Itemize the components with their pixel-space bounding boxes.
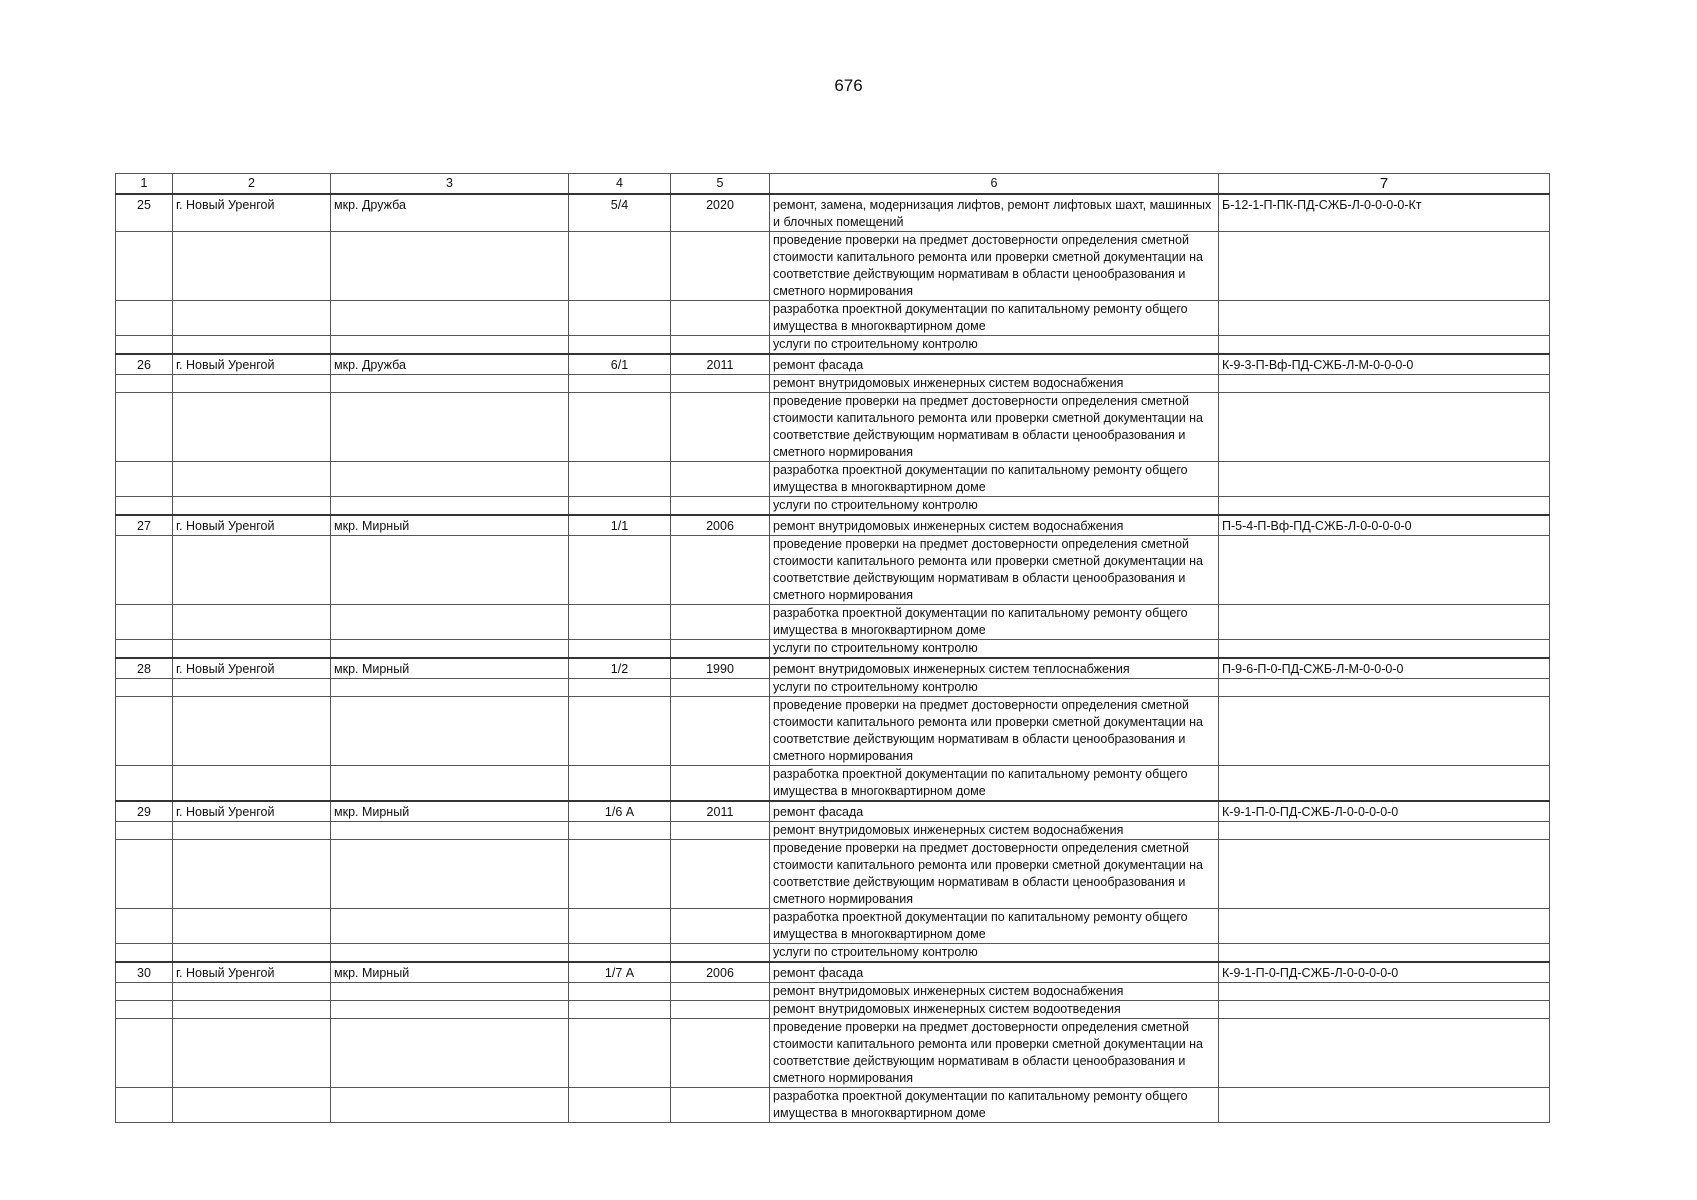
table-row	[116, 301, 1550, 336]
year-cell: 2011	[671, 801, 770, 822]
building-code-cell: Б-12-1-П-ПК-ПД-СЖБ-Л-0-0-0-0-Кт	[1219, 194, 1550, 232]
city-cell	[173, 822, 331, 840]
building-code-cell	[1219, 462, 1550, 497]
work-type-cell: ремонт внутридомовых инженерных систем водоснабжения	[770, 375, 1219, 393]
city-cell	[173, 1088, 331, 1123]
work-type-cell: ремонт внутридомовых инженерных систем водоотведения	[770, 1001, 1219, 1019]
table-row	[116, 393, 1550, 462]
work-type-cell: услуги по строительному контролю	[770, 944, 1219, 963]
district-cell	[331, 497, 569, 516]
district-cell: мкр. Дружба	[331, 354, 569, 375]
district-cell	[331, 301, 569, 336]
column-header: 3	[331, 174, 569, 195]
row-number-cell	[116, 697, 173, 766]
district-cell: мкр. Мирный	[331, 658, 569, 679]
city-cell	[173, 497, 331, 516]
building-code-cell	[1219, 605, 1550, 640]
work-type-cell: ремонт внутридомовых инженерных систем водоснабжения	[770, 515, 1219, 536]
year-cell	[671, 766, 770, 802]
building-code-cell	[1219, 497, 1550, 516]
work-type-cell: разработка проектной документации по капитальному ремонту общего имущества в многоквартирном доме	[770, 605, 1219, 640]
row-number-cell	[116, 393, 173, 462]
district-cell	[331, 909, 569, 944]
work-type-cell: проведение проверки на предмет достоверности определения сметной стоимости капитального ремонта или проверки сметной документации на соответствие действующим нормативам в области ценообразования и сметного нормирования	[770, 536, 1219, 605]
row-number-cell	[116, 679, 173, 697]
work-type-cell: ремонт внутридомовых инженерных систем водоснабжения	[770, 983, 1219, 1001]
city-cell	[173, 697, 331, 766]
work-type-cell: услуги по строительному контролю	[770, 679, 1219, 697]
district-cell	[331, 944, 569, 963]
work-type-cell: услуги по строительному контролю	[770, 497, 1219, 516]
year-cell	[671, 697, 770, 766]
table-row	[116, 679, 1550, 697]
work-type-cell: проведение проверки на предмет достоверности определения сметной стоимости капитального ремонта или проверки сметной документации на соответствие действующим нормативам в области ценообразования и сметного нормирования	[770, 1019, 1219, 1088]
city-cell	[173, 909, 331, 944]
work-type-cell: разработка проектной документации по капитальному ремонту общего имущества в многоквартирном доме	[770, 766, 1219, 802]
building-code-cell	[1219, 983, 1550, 1001]
district-cell	[331, 232, 569, 301]
district-cell	[331, 640, 569, 659]
house-number-cell	[569, 232, 671, 301]
district-cell	[331, 536, 569, 605]
district-cell	[331, 462, 569, 497]
work-type-cell: разработка проектной документации по капитальному ремонту общего имущества в многоквартирном доме	[770, 1088, 1219, 1123]
year-cell	[671, 393, 770, 462]
table-row	[116, 515, 1550, 536]
house-number-cell	[569, 393, 671, 462]
table-row	[116, 536, 1550, 605]
building-code-cell	[1219, 393, 1550, 462]
house-number-cell	[569, 462, 671, 497]
column-number-header-row	[116, 174, 1550, 195]
city-cell	[173, 393, 331, 462]
row-number-cell	[116, 944, 173, 963]
building-code-cell	[1219, 375, 1550, 393]
table-row	[116, 1088, 1550, 1123]
district-cell: мкр. Мирный	[331, 515, 569, 536]
house-number-cell: 1/7 А	[569, 962, 671, 983]
house-number-cell	[569, 301, 671, 336]
column-header: 6	[770, 174, 1219, 195]
district-cell	[331, 336, 569, 355]
work-type-cell: ремонт фасада	[770, 962, 1219, 983]
year-cell	[671, 822, 770, 840]
row-number-cell: 28	[116, 658, 173, 679]
building-code-cell	[1219, 1001, 1550, 1019]
row-number-cell	[116, 605, 173, 640]
year-cell	[671, 336, 770, 355]
building-code-cell	[1219, 679, 1550, 697]
year-cell	[671, 679, 770, 697]
city-cell	[173, 536, 331, 605]
table-row	[116, 909, 1550, 944]
table-row	[116, 801, 1550, 822]
building-code-cell	[1219, 840, 1550, 909]
row-number-cell	[116, 766, 173, 802]
house-number-cell	[569, 605, 671, 640]
row-number-cell: 27	[116, 515, 173, 536]
row-number-cell	[116, 1088, 173, 1123]
building-code-cell	[1219, 336, 1550, 355]
table-row	[116, 983, 1550, 1001]
work-type-cell: проведение проверки на предмет достоверности определения сметной стоимости капитального ремонта или проверки сметной документации на соответствие действующим нормативам в области ценообразования и сметного нормирования	[770, 393, 1219, 462]
house-number-cell	[569, 375, 671, 393]
district-cell	[331, 393, 569, 462]
house-number-cell	[569, 766, 671, 802]
work-type-cell: проведение проверки на предмет достоверности определения сметной стоимости капитального ремонта или проверки сметной документации на соответствие действующим нормативам в области ценообразования и сметного нормирования	[770, 232, 1219, 301]
district-cell	[331, 1019, 569, 1088]
row-number-cell	[116, 983, 173, 1001]
year-cell	[671, 1088, 770, 1123]
table-row	[116, 336, 1550, 355]
table-row	[116, 232, 1550, 301]
year-cell	[671, 909, 770, 944]
table-row	[116, 962, 1550, 983]
house-number-cell	[569, 909, 671, 944]
city-cell	[173, 1001, 331, 1019]
column-header: 4	[569, 174, 671, 195]
year-cell	[671, 375, 770, 393]
district-cell	[331, 605, 569, 640]
district-cell	[331, 375, 569, 393]
work-type-cell: услуги по строительному контролю	[770, 640, 1219, 659]
house-number-cell: 1/2	[569, 658, 671, 679]
year-cell	[671, 232, 770, 301]
district-cell	[331, 822, 569, 840]
table-row	[116, 944, 1550, 963]
table-row	[116, 658, 1550, 679]
row-number-cell: 30	[116, 962, 173, 983]
house-number-cell	[569, 497, 671, 516]
row-number-cell: 29	[116, 801, 173, 822]
building-code-cell	[1219, 301, 1550, 336]
year-cell	[671, 536, 770, 605]
city-cell	[173, 983, 331, 1001]
building-code-cell	[1219, 640, 1550, 659]
table-row	[116, 462, 1550, 497]
house-number-cell	[569, 679, 671, 697]
house-number-cell	[569, 1088, 671, 1123]
work-type-cell: проведение проверки на предмет достоверности определения сметной стоимости капитального ремонта или проверки сметной документации на соответствие действующим нормативам в области ценообразования и сметного нормирования	[770, 840, 1219, 909]
building-code-cell	[1219, 232, 1550, 301]
year-cell: 2020	[671, 194, 770, 232]
city-cell: г. Новый Уренгой	[173, 801, 331, 822]
column-header: 1	[116, 174, 173, 195]
year-cell	[671, 840, 770, 909]
city-cell: г. Новый Уренгой	[173, 658, 331, 679]
house-number-cell	[569, 822, 671, 840]
city-cell: г. Новый Уренгой	[173, 515, 331, 536]
row-number-cell	[116, 822, 173, 840]
house-number-cell	[569, 336, 671, 355]
row-number-cell: 25	[116, 194, 173, 232]
page-number: 676	[834, 76, 863, 95]
city-cell	[173, 766, 331, 802]
city-cell	[173, 640, 331, 659]
column-header: 7	[1219, 174, 1550, 195]
table-row	[116, 354, 1550, 375]
work-type-cell: ремонт внутридомовых инженерных систем водоснабжения	[770, 822, 1219, 840]
district-cell: мкр. Дружба	[331, 194, 569, 232]
row-number-cell	[116, 640, 173, 659]
table-row	[116, 697, 1550, 766]
building-code-cell: П-9-6-П-0-ПД-СЖБ-Л-М-0-0-0-0	[1219, 658, 1550, 679]
city-cell	[173, 1019, 331, 1088]
work-type-cell: ремонт фасада	[770, 801, 1219, 822]
year-cell	[671, 944, 770, 963]
work-type-cell: разработка проектной документации по капитальному ремонту общего имущества в многоквартирном доме	[770, 301, 1219, 336]
capital-repair-table	[115, 173, 1550, 1123]
building-code-cell	[1219, 1019, 1550, 1088]
district-cell	[331, 766, 569, 802]
year-cell	[671, 1019, 770, 1088]
house-number-cell	[569, 1001, 671, 1019]
city-cell: г. Новый Уренгой	[173, 962, 331, 983]
district-cell	[331, 840, 569, 909]
building-code-cell: К-9-1-П-0-ПД-СЖБ-Л-0-0-0-0-0	[1219, 962, 1550, 983]
row-number-cell	[116, 301, 173, 336]
building-code-cell	[1219, 1088, 1550, 1123]
district-cell	[331, 1088, 569, 1123]
house-number-cell: 5/4	[569, 194, 671, 232]
city-cell	[173, 679, 331, 697]
year-cell	[671, 497, 770, 516]
district-cell: мкр. Мирный	[331, 962, 569, 983]
work-type-cell: ремонт, замена, модернизация лифтов, ремонт лифтовых шахт, машинных и блочных помещений	[770, 194, 1219, 232]
table-row	[116, 840, 1550, 909]
building-code-cell: К-9-3-П-Вф-ПД-СЖБ-Л-М-0-0-0-0	[1219, 354, 1550, 375]
year-cell: 2006	[671, 515, 770, 536]
row-number-cell	[116, 375, 173, 393]
row-number-cell	[116, 232, 173, 301]
work-type-cell: услуги по строительному контролю	[770, 336, 1219, 355]
building-code-cell	[1219, 766, 1550, 802]
table-row	[116, 375, 1550, 393]
row-number-cell	[116, 840, 173, 909]
year-cell	[671, 640, 770, 659]
house-number-cell	[569, 944, 671, 963]
house-number-cell	[569, 840, 671, 909]
row-number-cell: 26	[116, 354, 173, 375]
district-cell	[331, 697, 569, 766]
row-number-cell	[116, 1001, 173, 1019]
work-type-cell: разработка проектной документации по капитальному ремонту общего имущества в многоквартирном доме	[770, 909, 1219, 944]
building-code-cell	[1219, 822, 1550, 840]
table-row	[116, 640, 1550, 659]
table-row	[116, 766, 1550, 802]
city-cell: г. Новый Уренгой	[173, 194, 331, 232]
row-number-cell	[116, 909, 173, 944]
work-type-cell: ремонт внутридомовых инженерных систем теплоснабжения	[770, 658, 1219, 679]
year-cell	[671, 983, 770, 1001]
work-type-cell: ремонт фасада	[770, 354, 1219, 375]
building-code-cell: К-9-1-П-0-ПД-СЖБ-Л-0-0-0-0-0	[1219, 801, 1550, 822]
district-cell	[331, 679, 569, 697]
year-cell	[671, 605, 770, 640]
row-number-cell	[116, 336, 173, 355]
house-number-cell	[569, 983, 671, 1001]
city-cell	[173, 605, 331, 640]
district-cell: мкр. Мирный	[331, 801, 569, 822]
year-cell	[671, 301, 770, 336]
house-number-cell	[569, 640, 671, 659]
table-row	[116, 1019, 1550, 1088]
city-cell	[173, 301, 331, 336]
year-cell: 2011	[671, 354, 770, 375]
house-number-cell: 1/1	[569, 515, 671, 536]
work-type-cell: проведение проверки на предмет достоверности определения сметной стоимости капитального ремонта или проверки сметной документации на соответствие действующим нормативам в области ценообразования и сметного нормирования	[770, 697, 1219, 766]
house-number-cell: 6/1	[569, 354, 671, 375]
table-row	[116, 605, 1550, 640]
year-cell: 2006	[671, 962, 770, 983]
city-cell	[173, 232, 331, 301]
district-cell	[331, 983, 569, 1001]
column-header: 5	[671, 174, 770, 195]
building-code-cell: П-5-4-П-Вф-ПД-СЖБ-Л-0-0-0-0-0	[1219, 515, 1550, 536]
city-cell	[173, 462, 331, 497]
city-cell	[173, 336, 331, 355]
building-code-cell	[1219, 697, 1550, 766]
row-number-cell	[116, 1019, 173, 1088]
house-number-cell	[569, 1019, 671, 1088]
table-body	[116, 174, 1550, 1123]
building-code-cell	[1219, 944, 1550, 963]
table-row	[116, 497, 1550, 516]
row-number-cell	[116, 497, 173, 516]
building-code-cell	[1219, 909, 1550, 944]
house-number-cell	[569, 697, 671, 766]
table-row	[116, 822, 1550, 840]
city-cell: г. Новый Уренгой	[173, 354, 331, 375]
year-cell	[671, 462, 770, 497]
year-cell: 1990	[671, 658, 770, 679]
district-cell	[331, 1001, 569, 1019]
work-type-cell: разработка проектной документации по капитальному ремонту общего имущества в многоквартирном доме	[770, 462, 1219, 497]
row-number-cell	[116, 536, 173, 605]
house-number-cell	[569, 536, 671, 605]
city-cell	[173, 840, 331, 909]
city-cell	[173, 944, 331, 963]
building-code-cell	[1219, 536, 1550, 605]
table-row	[116, 1001, 1550, 1019]
row-number-cell	[116, 462, 173, 497]
table-row	[116, 194, 1550, 232]
city-cell	[173, 375, 331, 393]
year-cell	[671, 1001, 770, 1019]
column-header: 2	[173, 174, 331, 195]
house-number-cell: 1/6 А	[569, 801, 671, 822]
